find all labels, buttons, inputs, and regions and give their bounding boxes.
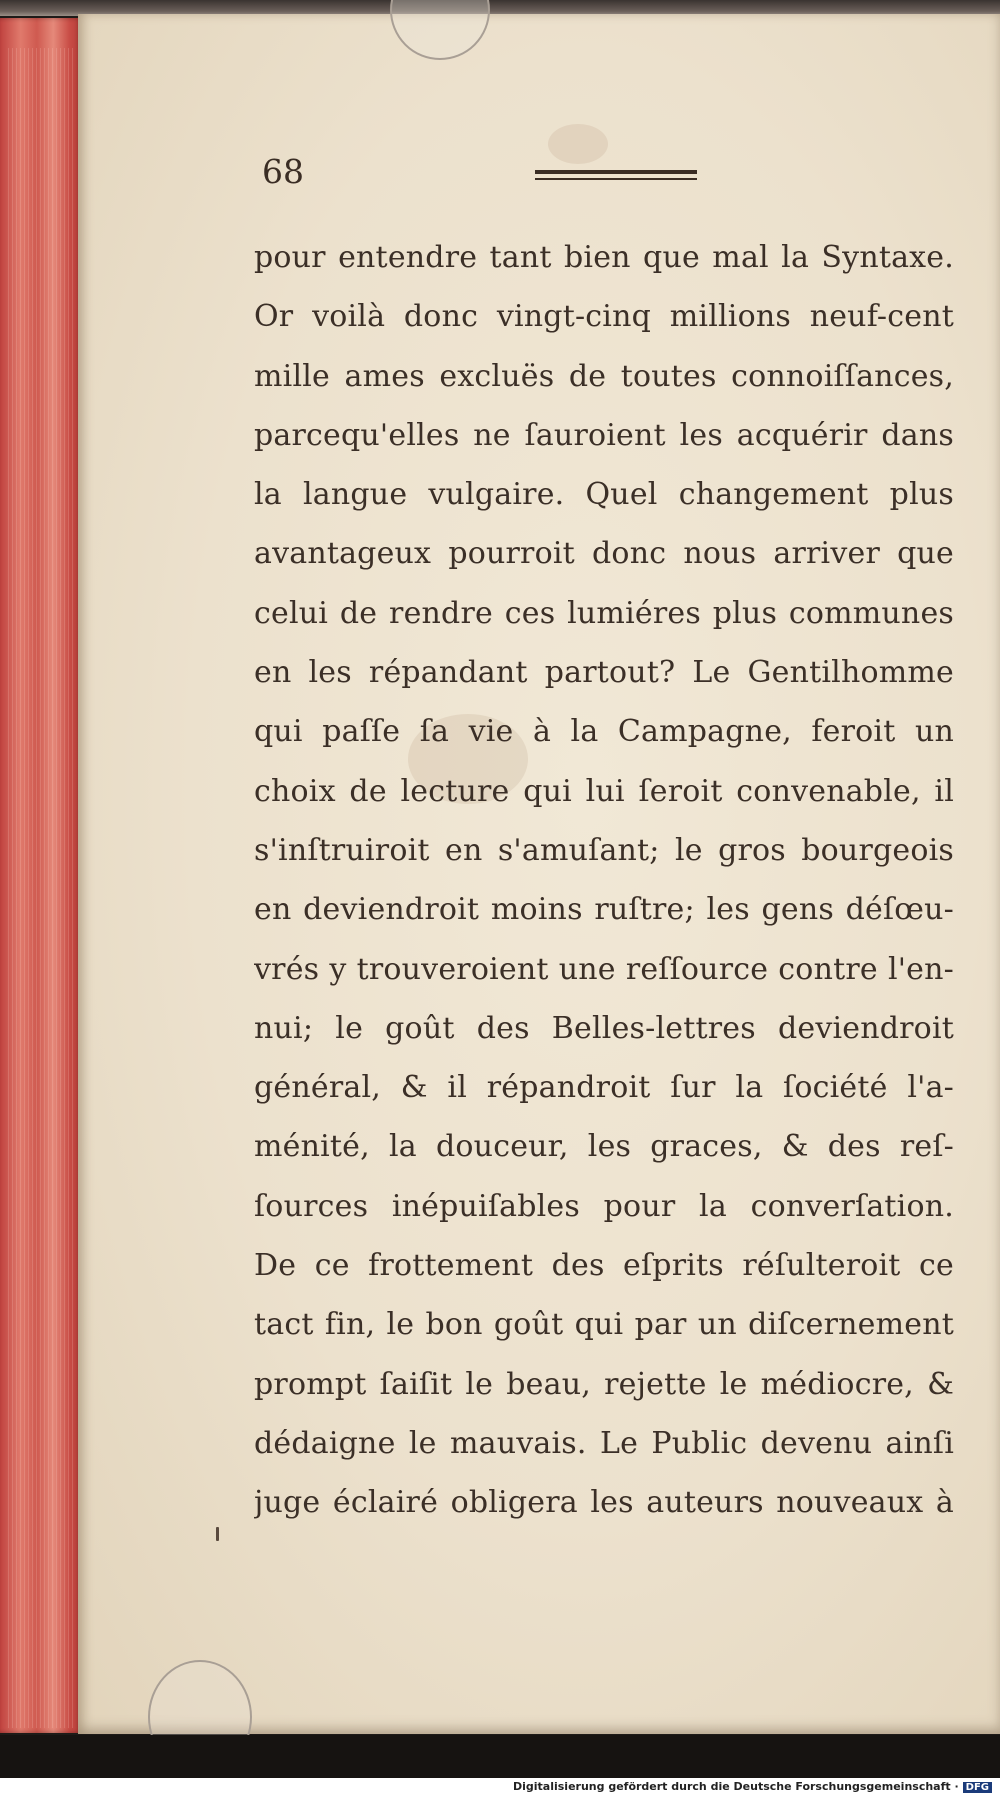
- text-line: en deviendroit moins ruſtre; les gens déſœu-: [254, 892, 954, 928]
- text-line: dédaigne le mauvais. Le Public devenu ainſi: [254, 1425, 954, 1461]
- text-line: s'inſtruiroit en s'amuſant; le gros bourgeois: [254, 832, 954, 868]
- text-line: De ce frottement des eſprits réſulteroit ce: [254, 1248, 954, 1284]
- credit-text: Digitalisierung gefördert durch die Deutsche Forschungsgemeinschaft ·: [512, 1780, 959, 1793]
- text-line: en les répandant partout? Le Gentilhomme: [254, 655, 954, 691]
- text-line: ſources inépuiſables pour la converſation.: [254, 1188, 954, 1224]
- text-line: vrés y trouveroient une reſſource contre l'en-: [254, 951, 954, 987]
- scan-bottom-border: [0, 1735, 1000, 1778]
- book-page-edge: [0, 18, 82, 1733]
- text-line: nui; le goût des Belles-lettres deviendroit: [254, 1010, 954, 1046]
- digitization-credit: [513, 1780, 992, 1793]
- dfg-logo: DFG: [963, 1782, 992, 1793]
- text-line: juge éclairé obligera les auteurs nouveaux à: [254, 1485, 954, 1521]
- text-line: celui de rendre ces lumiéres plus communes: [254, 595, 954, 631]
- text-line: la langue vulgaire. Quel changement plus: [254, 477, 954, 513]
- paper-stain: [548, 124, 608, 164]
- text-line: parcequ'elles ne ſauroient les acquérir dans: [254, 417, 954, 453]
- page-edge-texture: [8, 48, 74, 1728]
- text-line: avantageux pourroit donc nous arriver que: [254, 536, 954, 572]
- text-line: qui paſſe ſa vie à la Campagne, feroit un: [254, 714, 954, 750]
- text-line: prompt ſaiſit le beau, rejette le médiocre, &: [254, 1366, 954, 1402]
- text-line: choix de lecture qui lui ſeroit convenable, il: [254, 773, 954, 809]
- header-rule-thin: [535, 178, 697, 180]
- text-line: général, & il répandroit ſur la ſociété l'a-: [254, 1070, 954, 1106]
- text-line: ménité, la douceur, les graces, & des reſ-: [254, 1129, 954, 1165]
- page-number: 68: [262, 152, 304, 191]
- text-line: tact fin, le bon goût qui par un diſcernement: [254, 1307, 954, 1343]
- body-text: [254, 228, 954, 1533]
- text-line: pour entendre tant bien que mal la Syntaxe.: [254, 240, 954, 275]
- text-line: mille ames excluës de toutes connoiſſances,: [254, 358, 954, 394]
- margin-mark: [216, 1527, 219, 1541]
- header-rule: [535, 170, 697, 174]
- text-line: Or voilà donc vingt-cinq millions neuf-cent: [254, 299, 954, 335]
